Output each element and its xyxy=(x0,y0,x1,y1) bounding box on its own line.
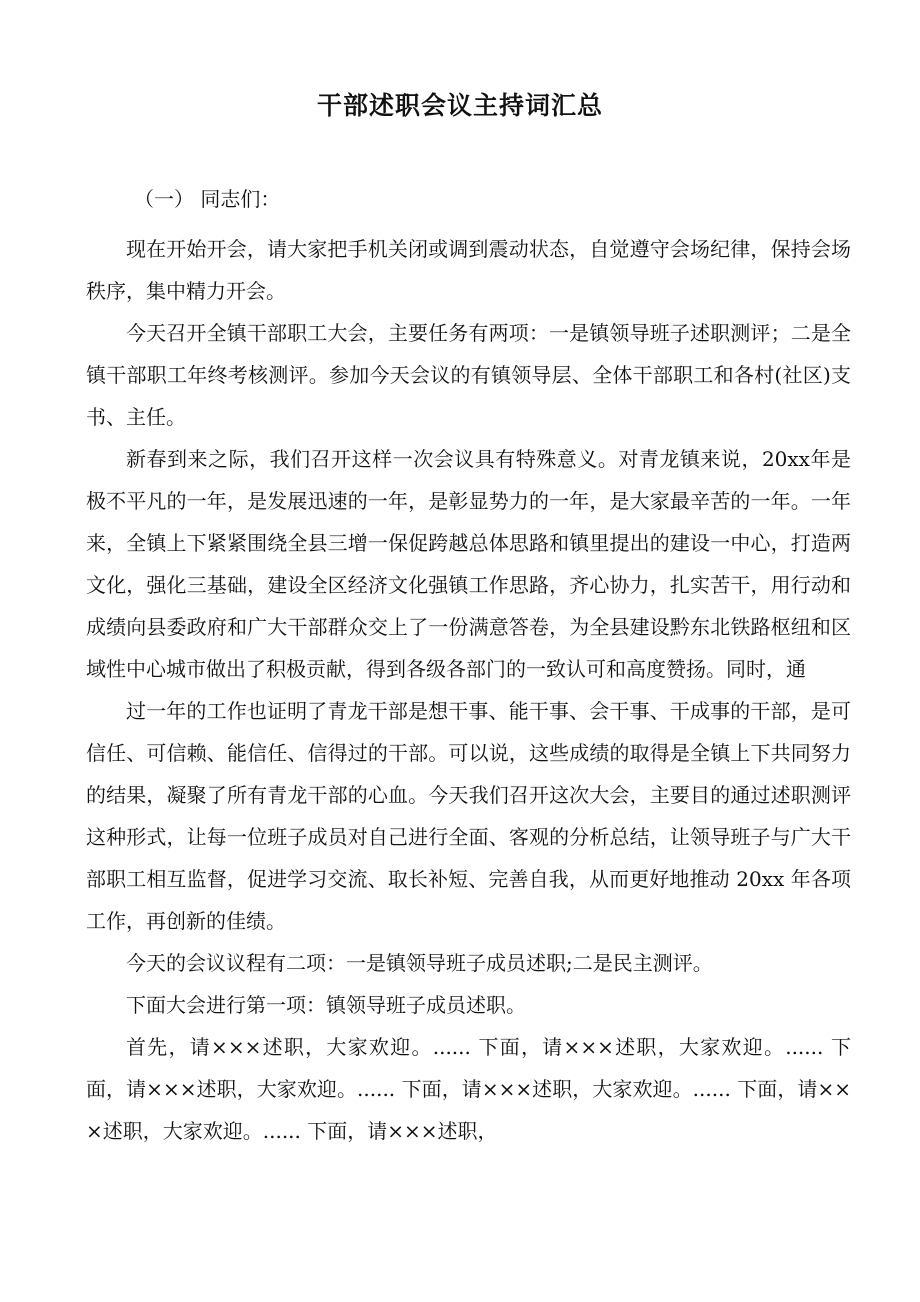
paragraph-meeting-tasks: 今天召开全镇干部职工大会，主要任务有两项：一是镇领导班子述职测评；二是全镇干部职工年终考核测评。参加今天会议的有镇领导层、全体干部职工和各村(社区)支书、主任。 xyxy=(86,321,851,429)
salutation: （一） 同志们： xyxy=(134,187,281,211)
document-body xyxy=(86,178,851,1152)
paragraph-significance: 新春到来之际，我们召开这样一次会议具有特殊意义。对青龙镇来说，20xx年是极不平凡的一年，是发展迅速的一年，是彰显势力的一年，是大家最辛苦的一年。一年来，全镇上下紧紧围绕全县三增一保促跨越总体思路和镇里提出的建设一中心，打造两文化，强化三基础，建设全区经济文化强镇工作思路，齐心协力，扎实苦干，用行动和成绩向县委政府和广大干部群众交上了一份满意答卷，为全县建设黔东北铁路枢纽和区域性中心城市做出了积极贡献，得到各级各部门的一致认可和高度赞扬。同时，通 xyxy=(86,447,851,681)
paragraph-achievements: 过一年的工作也证明了青龙干部是想干事、能干事、会干事、干成事的干部，是可信任、可信赖、能信任、信得过的干部。可以说，这些成绩的取得是全镇上下共同努力的结果，凝聚了所有青龙干部的心血。今天我们召开这次大会，主要目的通过述职测评这种形式，让每一位班子成员对自己进行全面、客观的分析总结，让领导班子与广大干部职工相互监督，促进学习交流、取长补短、完善自我，从而更好地推动 20xx 年各项工作，再创新的佳绩。 xyxy=(86,699,851,933)
paragraph-agenda: 今天的会议议程有二项：一是镇领导班子成员述职;二是民主测评。 xyxy=(126,951,713,975)
paragraph-opening: 现在开始开会，请大家把手机关闭或调到震动状态，自觉遵守会场纪律，保持会场秩序，集中精力开会。 xyxy=(86,237,851,303)
paragraph-first-item: 下面大会进行第一项：镇领导班子成员述职。 xyxy=(126,993,526,1017)
document-title: 干部述职会议主持词汇总 xyxy=(316,91,603,120)
paragraph-speakers: 首先，请×××述职，大家欢迎。...... 下面，请×××述职，大家欢迎。...... 下面，请×××述职，大家欢迎。...... 下面，请×××述职，大家欢迎。...... 下面，请×××述职，大家欢迎。...... 下面，请×××述职， xyxy=(86,1035,851,1143)
